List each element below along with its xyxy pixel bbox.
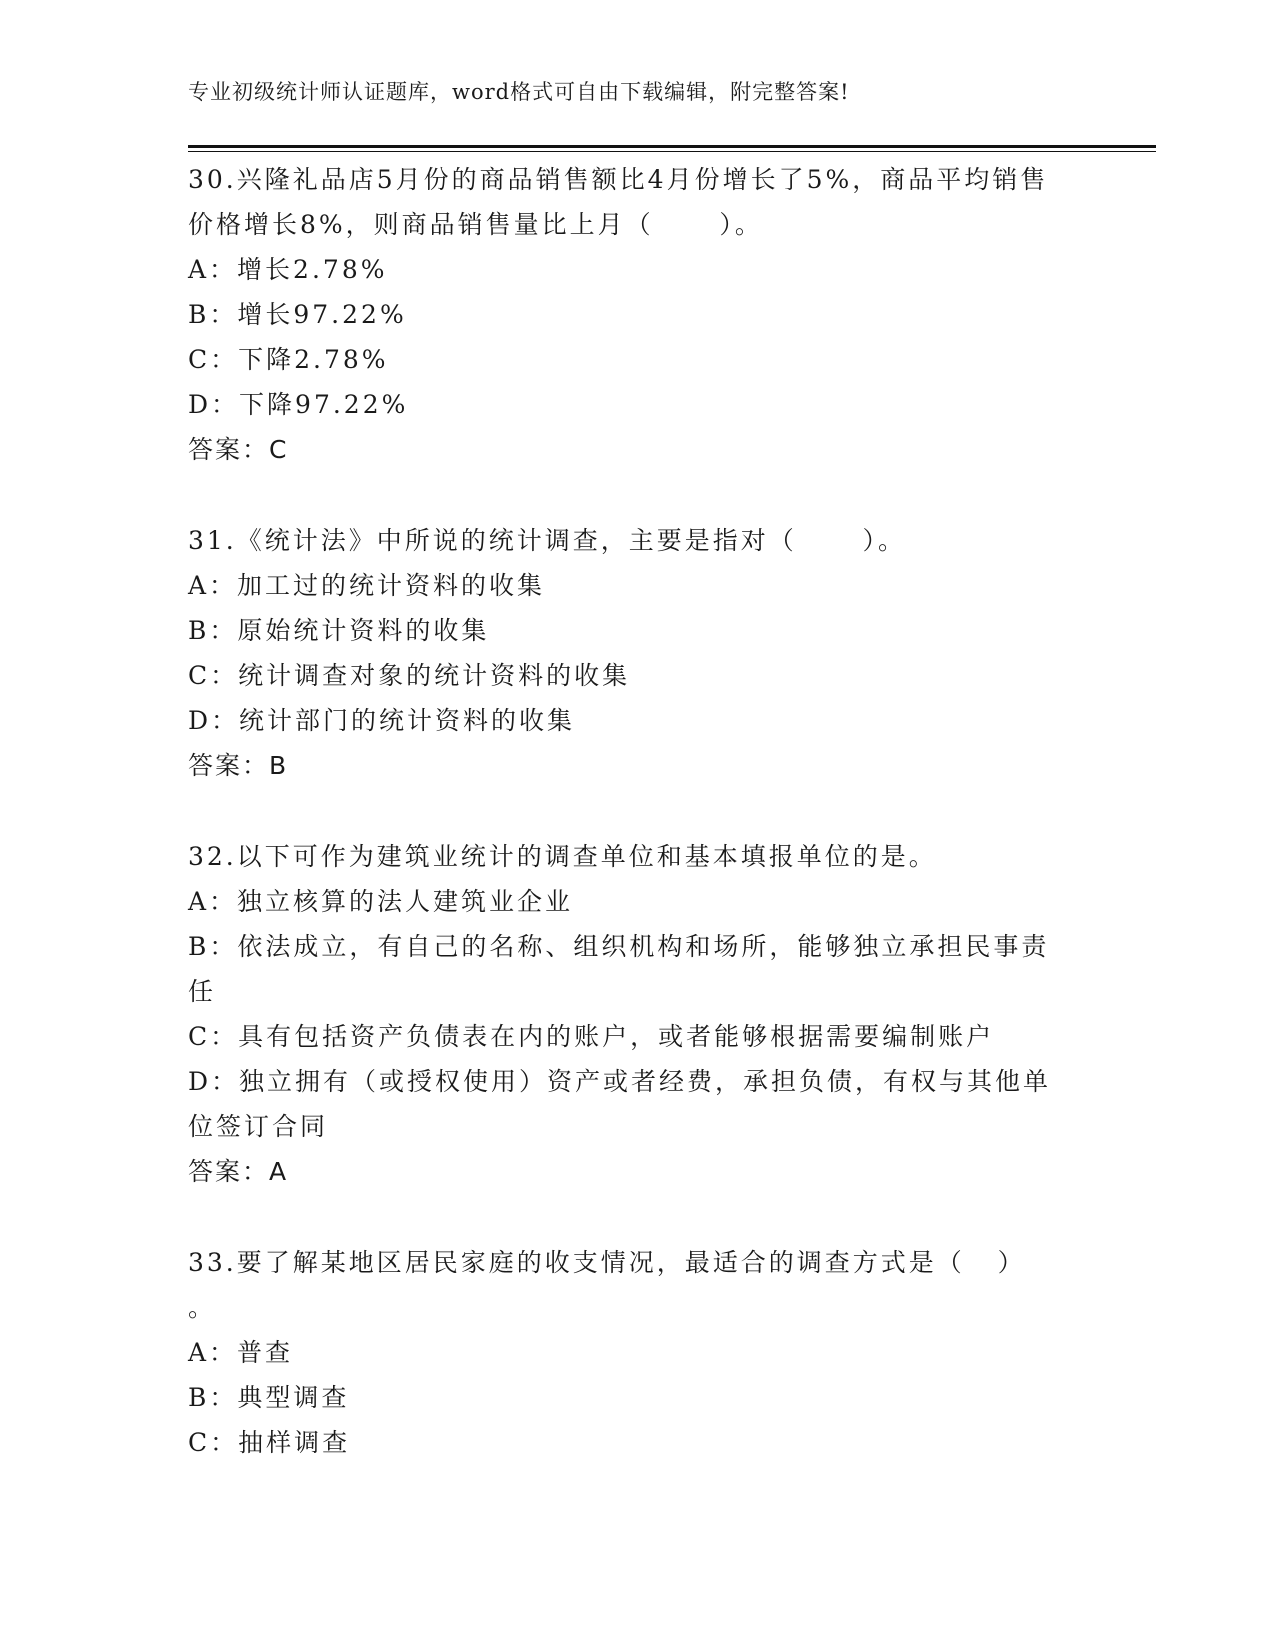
question-stem: 。 [188, 1293, 217, 1322]
question-block [188, 518, 1088, 788]
answer-option: A：增长2.78% [188, 255, 388, 284]
answer-key: 答案：C [188, 435, 289, 464]
answer-option: 任 [188, 977, 217, 1006]
answer-option: C：下降2.78% [188, 345, 389, 374]
answer-option: A：普查 [188, 1338, 294, 1367]
question-stem: 33.要了解某地区居民家庭的收支情况，最适合的调查方式是（ ） [188, 1248, 1026, 1277]
question-list [188, 157, 1088, 1511]
answer-option: D：统计部门的统计资料的收集 [188, 706, 576, 735]
answer-option: B：增长97.22% [188, 300, 407, 329]
question-block [188, 157, 1088, 472]
answer-option: B：典型调查 [188, 1383, 350, 1412]
answer-option: C：具有包括资产负债表在内的账户，或者能够根据需要编制账户 [188, 1022, 995, 1051]
question-stem: 价格增长8%，则商品销售量比上月（ ）。 [188, 210, 763, 239]
question-block [188, 1240, 1088, 1465]
answer-option: A：独立核算的法人建筑业企业 [188, 887, 574, 916]
header-divider-thick [188, 145, 1156, 148]
question-stem: 31.《统计法》中所说的统计调查，主要是指对（ ）。 [188, 526, 906, 555]
answer-option: D：独立拥有（或授权使用）资产或者经费，承担负债，有权与其他单 [188, 1067, 1052, 1096]
header-divider-thin [188, 151, 1156, 152]
answer-option: 位签订合同 [188, 1112, 329, 1141]
answer-option: B：依法成立，有自己的名称、组织机构和场所，能够独立承担民事责 [188, 932, 1050, 961]
answer-option: C：统计调查对象的统计资料的收集 [188, 661, 631, 690]
answer-option: D：下降97.22% [188, 390, 409, 419]
answer-option: C：抽样调查 [188, 1428, 351, 1457]
answer-option: A：加工过的统计资料的收集 [188, 571, 546, 600]
question-stem: 30.兴隆礼品店5月份的商品销售额比4月份增长了5%，商品平均销售 [188, 165, 1049, 194]
page-header-title: 专业初级统计师认证题库，word格式可自由下载编辑，附完整答案! [188, 80, 850, 104]
question-block [188, 834, 1088, 1194]
answer-key: 答案：A [188, 1157, 289, 1186]
answer-option: B：原始统计资料的收集 [188, 616, 490, 645]
answer-key: 答案：B [188, 751, 289, 780]
question-stem: 32.以下可作为建筑业统计的调查单位和基本填报单位的是。 [188, 842, 937, 871]
